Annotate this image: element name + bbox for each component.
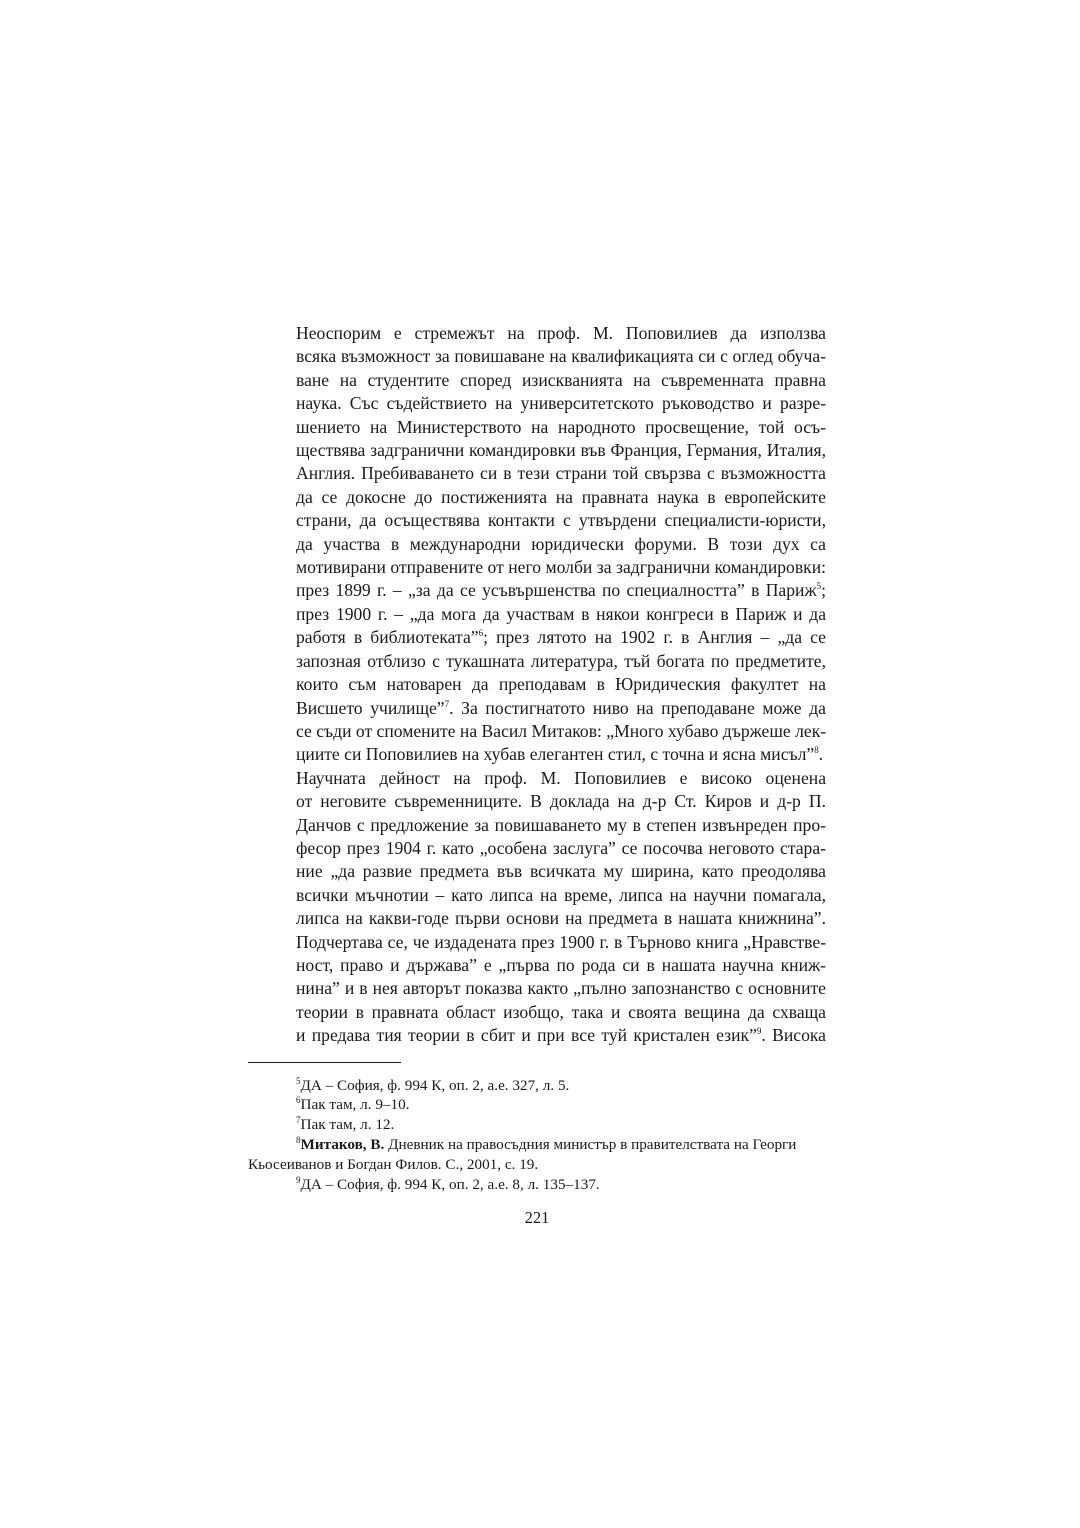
paragraph-2 [248, 767, 826, 1048]
footnote-text: Пак там, л. 9–10. [300, 1096, 410, 1114]
text-run: Висшето училище” [296, 697, 445, 718]
text-line [248, 743, 826, 766]
document-page [248, 322, 826, 1228]
footnote-author: Митаков, В. [300, 1135, 385, 1153]
footnote [248, 1115, 826, 1135]
text-run: циите си Поповилиев на хубав елегантен стил, с точна и ясна мисъл” [296, 744, 815, 765]
footnote-ref: 6 [478, 628, 484, 639]
text-line: мотивирани отправените от него молби за задгранични командировки: [296, 557, 826, 578]
text-line: Научната дейност на проф. М. Поповилиев е високо оценена [296, 767, 826, 788]
footnote-number: 9 [296, 1174, 301, 1185]
text-run: . За постигнатото ниво на преподаване може да [449, 697, 826, 718]
footnote-divider [248, 1062, 401, 1063]
text-run: през 1899 г. – „за да се усъвършенства по специалността” в Париж [296, 580, 817, 601]
text-line: Данчов с предложение за повишаването му в степен извънреден про- [296, 814, 826, 835]
body-text [248, 322, 826, 1048]
footnote-text: Дневник на правосъдния министър в правителствата на Георги Кьосеиванов и Богдан Филов. С., 2001, с. 19. [248, 1135, 797, 1173]
text-line: да се докосне до постиженията на правната наука в европейските [296, 486, 826, 507]
text-line: от неговите съвременниците. В доклада на д-р Ст. Киров и д-р П. [296, 791, 826, 812]
footnote-text: ДА – София, ф. 994 К, оп. 2, а.е. 8, л. 135–137. [300, 1175, 600, 1193]
text-line: да участва в международни юридически форуми. В този дух са [296, 533, 826, 554]
text-line: теории в правната област изобщо, така и своята вещина да схваща [296, 1001, 826, 1022]
text-line: през 1900 г. – „да мога да участвам в някои конгреси в Париж и да [296, 603, 826, 624]
footnote-ref: 5 [816, 581, 822, 592]
footnote-number: 7 [296, 1115, 301, 1126]
footnote-number: 6 [296, 1095, 301, 1106]
footnote [248, 1175, 826, 1195]
text-line [248, 1024, 826, 1047]
footnote-ref: 9 [756, 1026, 762, 1037]
footnotes [248, 1076, 826, 1195]
text-line [248, 626, 826, 649]
text-line: Неоспорим е стремежът на проф. М. Поповилиев да използва [296, 323, 826, 343]
text-run: ; през лятото на 1902 г. в Англия – „да се [483, 627, 826, 648]
text-run: . [818, 744, 824, 765]
text-line: ване на студентите според изискванията на съвременната правна [296, 369, 826, 390]
footnote-text: ДА – София, ф. 994 К, оп. 2, а.е. 327, л. 5. [300, 1076, 570, 1094]
text-line: страни, да осъществява контакти с утвърдени специалисти-юристи, [296, 510, 826, 531]
text-line: липса на какви-годе първи основи на предмета в нашата книжнина”. [296, 908, 826, 929]
text-line [248, 579, 826, 602]
text-line: всяка възможност за повишаване на квалификацията си с оглед обуча- [296, 346, 826, 367]
text-line: нина” и в нея авторът показва както „пълно запознанство с основните [296, 978, 826, 999]
text-run: работя в библиотеката” [296, 627, 479, 648]
text-line: Подчертава се, че издадената през 1900 г. в Търново книга „Нравстве- [296, 931, 826, 952]
footnote [248, 1076, 826, 1096]
text-line: всички мъчнотии – като липса на време, липса на научни помагала, [296, 884, 826, 905]
footnote-ref: 8 [814, 745, 819, 756]
footnote-ref: 7 [444, 698, 450, 709]
footnote [248, 1095, 826, 1115]
text-line: ществява задгранични командировки във Франция, Германия, Италия, [296, 440, 826, 461]
page-number: 221 [524, 1208, 550, 1228]
text-line: се съди от спомените на Васил Митаков: „Много хубаво държеше лек- [296, 720, 827, 741]
footnote-text: Пак там, л. 12. [300, 1116, 395, 1134]
text-run: и предава тия теории в сбит и при все туй кристален език” [296, 1025, 757, 1046]
text-line: ност, право и държава” е „първа по рода си в нашата научна книж- [296, 954, 826, 975]
text-line: които съм натоварен да преподавам в Юридическия факултет на [296, 674, 826, 695]
text-line: запозная отблизо с тукашната литература, тъй богата по предметите, [296, 650, 826, 671]
text-line: фесор през 1904 г. като „особена заслуга” се посочва неговото стара- [296, 837, 826, 858]
footnote-number: 8 [296, 1134, 301, 1145]
text-line: шението на Министерството на народното просвещение, той осъ- [296, 416, 826, 437]
text-line [248, 697, 826, 720]
text-line: Англия. Пребиваването си в тези страни той свързва с възможността [296, 463, 826, 484]
text-line: ние „да развие предмета във всичката му ширина, като преодолява [296, 861, 826, 882]
footnote [248, 1135, 826, 1175]
paragraph-1 [248, 322, 826, 767]
text-run: ; [821, 580, 826, 601]
text-run: . Висока [761, 1025, 826, 1046]
text-line: наука. Със съдействието на университетското ръководство и разре- [296, 393, 826, 414]
footnote-number: 5 [296, 1075, 301, 1086]
